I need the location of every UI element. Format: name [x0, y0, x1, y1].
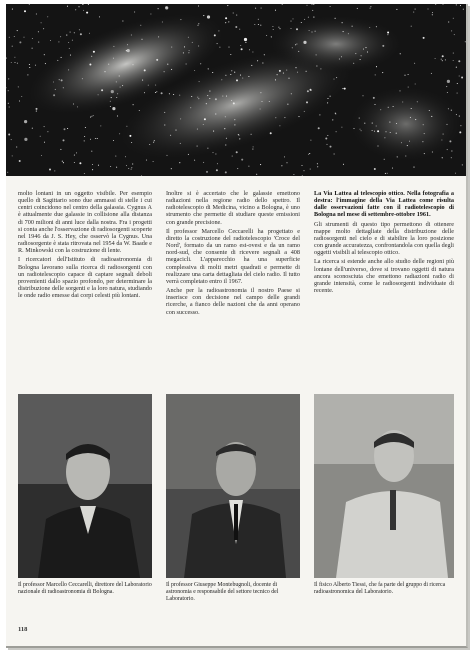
- photo-caption-1: Il professor Marcello Ceccarelli, direttore del Laboratorio nazionale di radioastronomia di Bologna.: [18, 582, 152, 595]
- paragraph: Anche per la radioastronomia il nostro Paese si inserisce con decisione nel campo delle grandi ricerche, a fianco delle nazioni che da anni operano con successo.: [166, 287, 300, 316]
- portrait-photo-1: [18, 394, 152, 578]
- article-column-3: [314, 190, 454, 296]
- paragraph: Gli strumenti di questo tipo permettono di ottenere mappe molto dettagliate della distribuzione delle radiosorgenti nel cielo e di stabilire la loro posizione con grande accuratezza, confrontandola con quella degli oggetti visibili al telescopio ottico.: [314, 220, 454, 257]
- paragraph: Inoltre si è accertato che le galassie emettono radiazioni nella regione radio dello spettro. Il radiotelescopio di Medicina, vicino a Bologna, è uno strumento che permette di studiare queste emissioni con grande precisione.: [166, 190, 300, 226]
- photo-caption-2: Il professor Giuseppe Montebugnoli, docente di astronomia e responsabile del settore tecnico del Laboratorio.: [166, 582, 279, 602]
- article-column-2: [166, 190, 300, 318]
- paragraph: molto lontani in un oggetto visibile. Per esempio quello di Sagittario sono due ammassi di stelle i cui centri coincidono nel centro della galassia. Cygnus A è attualmente due galassie in collisione alla distanza di 700 milioni di anni luce dalla nostra. Fra i progetti si conta anche l'osservazione di radiosorgenti scoperte nel 1946 da J. S. Hey, che osservò la Cygnus. Una radiosorgente è stata ritrovata nel 1954 da W. Baade e R. Minkowski con la costruzione di lente.: [18, 190, 152, 255]
- paragraph: Il professor Marcello Ceccarelli ha progettato e diretto la costruzione del radiotelescopio 'Croce del Nord', formato da un ramo est-ovest e da un ramo nord-sud, che consente di ricevere segnali a 408 megacicli. L'apparecchio ha una superficie complessiva di molti metri quadrati e permette di realizzare una carta dettagliata del cielo radio. Il tutto verrà completato entro il 1967.: [166, 227, 300, 285]
- article-column-1: [18, 190, 152, 301]
- portrait-photo-2: [166, 394, 300, 578]
- portrait-photo-3: [314, 394, 454, 578]
- paragraph: La ricerca si estende anche allo studio delle regioni più lontane dell'universo, dove si trovano oggetti di natura ancora sconosciuta che emettono radiazioni radio di grande intensità, come le radiosorgenti individuate di recente.: [314, 258, 454, 295]
- page-number: 118: [18, 626, 28, 633]
- magazine-page: [6, 4, 468, 648]
- photo-caption-3: Il fisico Alberto Tiessi, che fa parte del gruppo di ricerca radioastronomica del Laboratorio.: [314, 582, 446, 595]
- milky-way-photo: [6, 4, 466, 176]
- paragraph: I ricercatori dell'Istituto di radioastronomia di Bologna lavorano sulla ricerca di radiosorgenti con un radiotelescopio capace di captare segnali deboli provenienti dallo spazio profondo, per determinare la distribuzione delle sorgenti e la loro natura, studiando le onde radio emesse dai corpi celesti più lontani.: [18, 256, 152, 300]
- photo-caption-top: La Via Lattea al telescopio ottico. Nella fotografia a destra: l'immagine della Via Lattea come risulta dalle osservazioni fatte con il radiotelescopio di Bologna nel mese di settembre-ottobre 1961.: [314, 190, 454, 219]
